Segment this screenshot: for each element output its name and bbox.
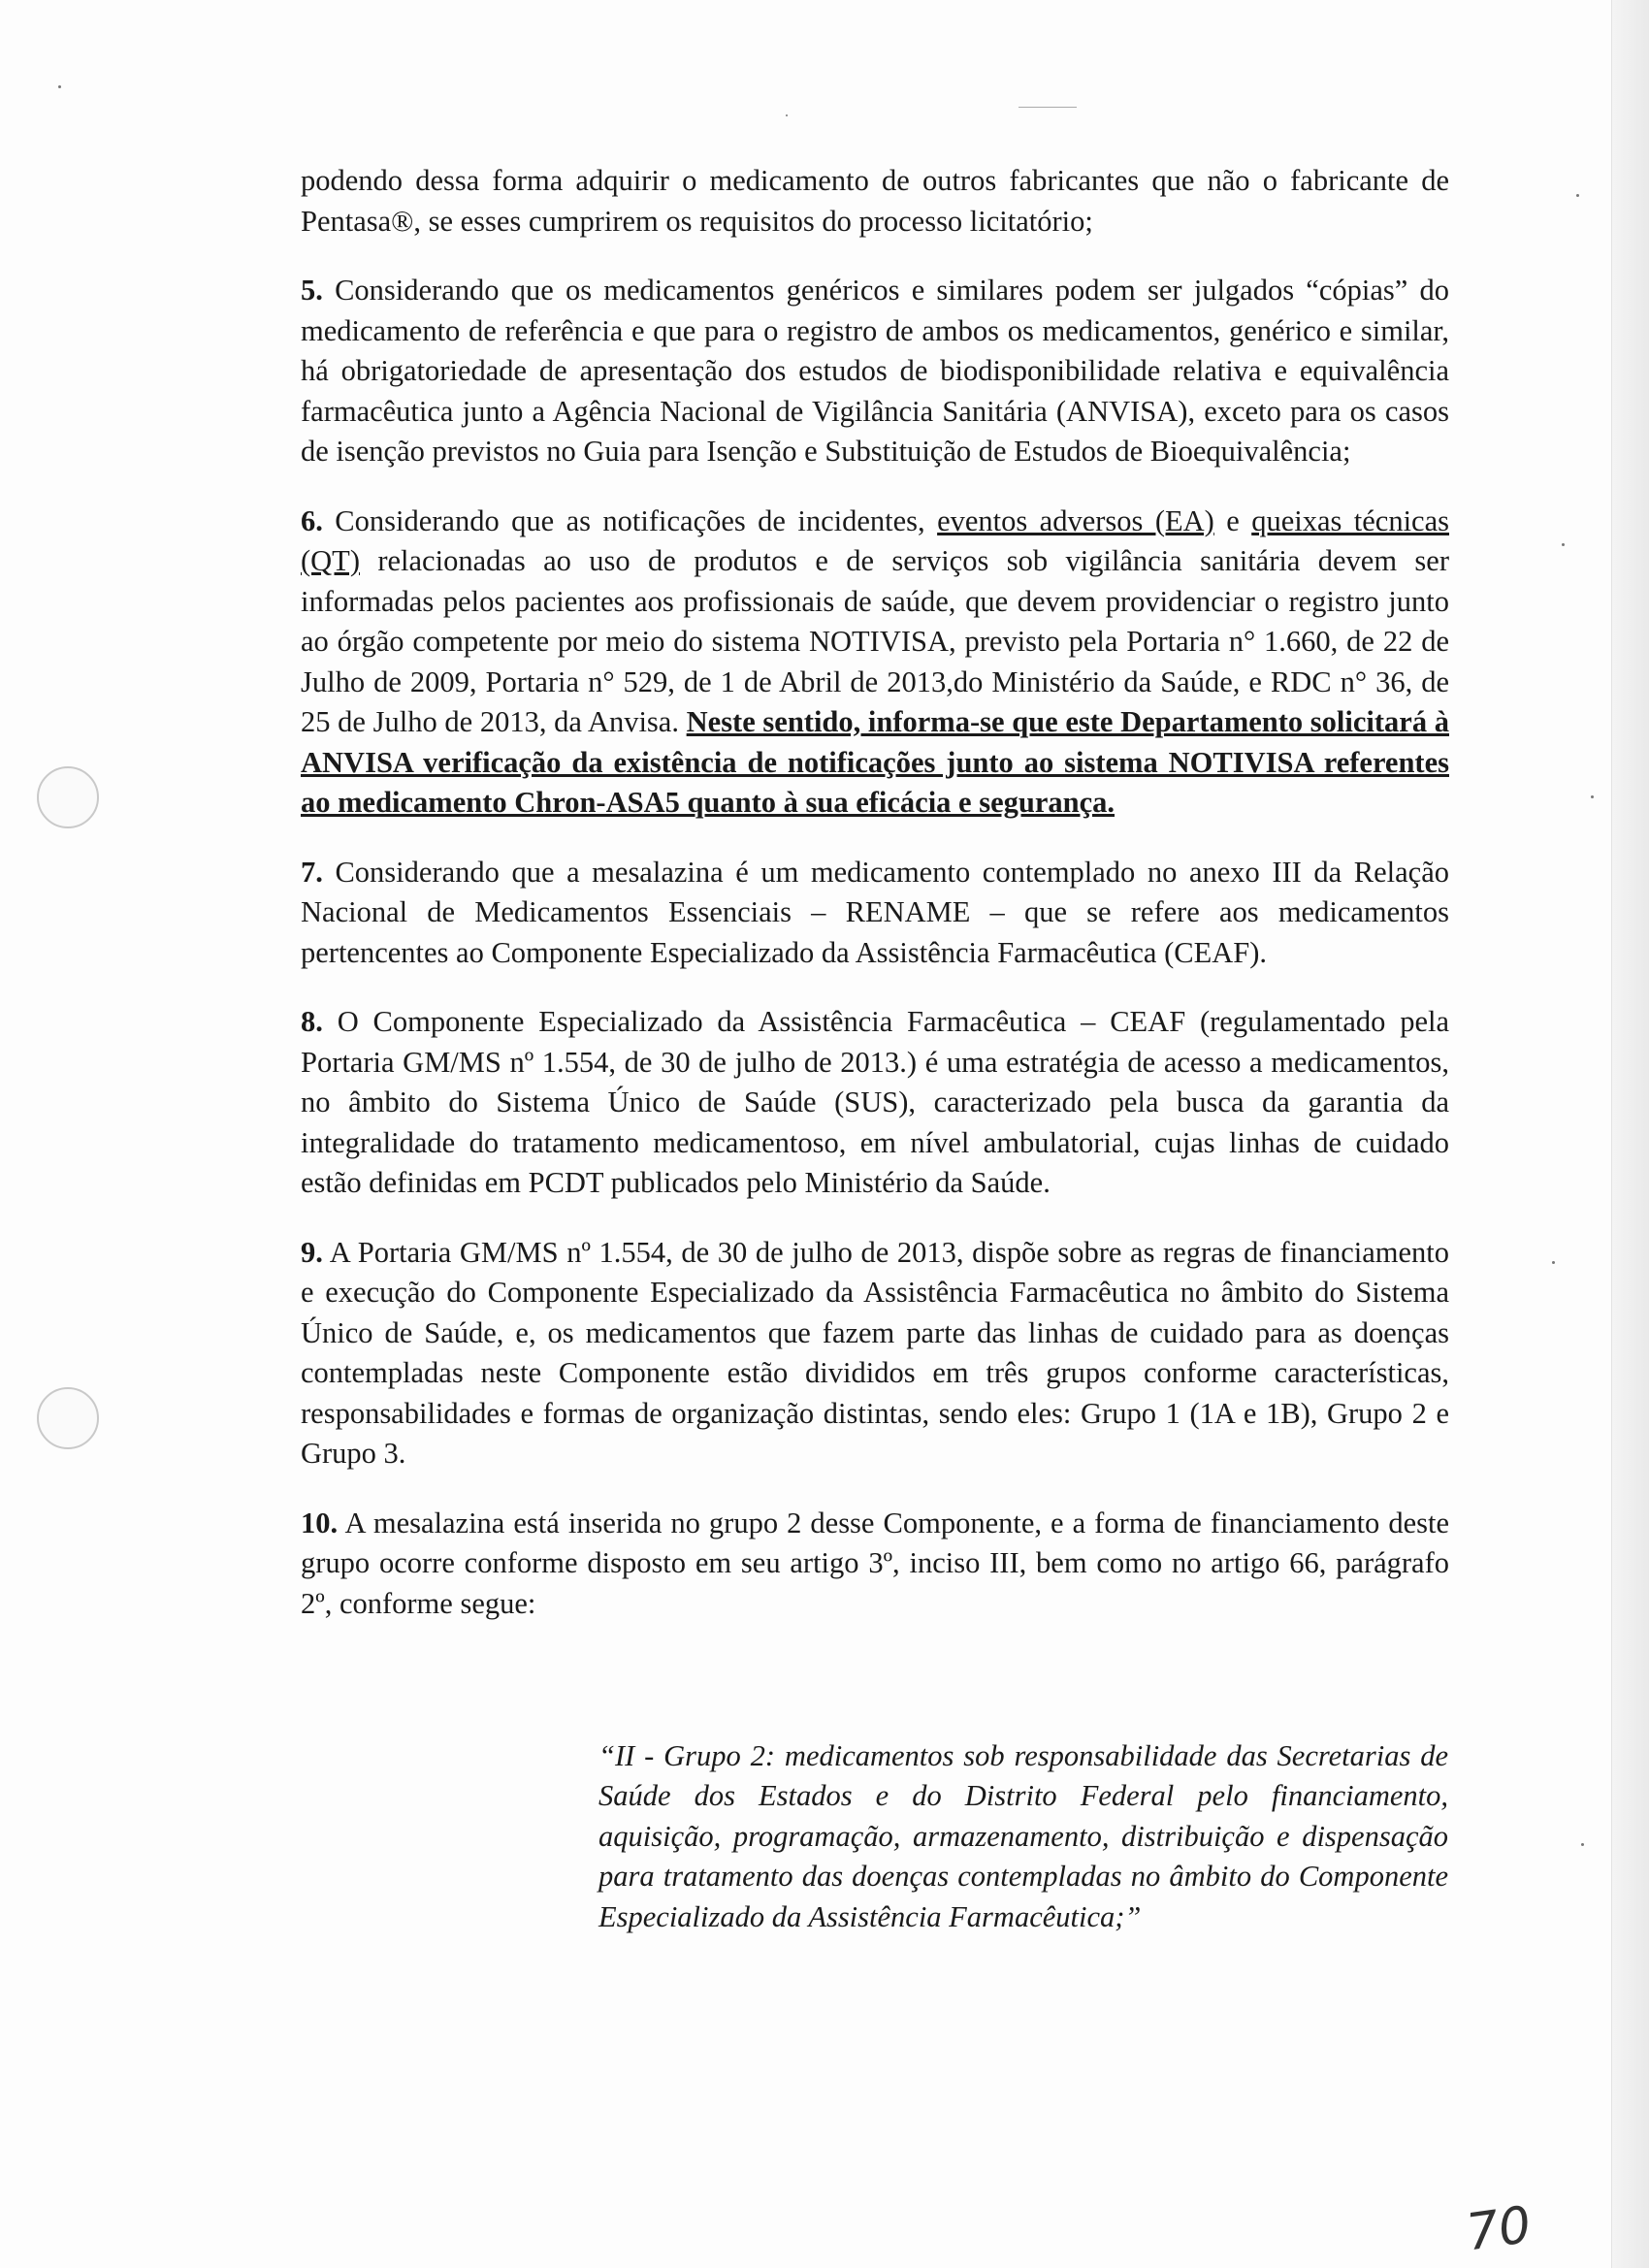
scan-speck: [786, 114, 788, 116]
link-eventos-adversos[interactable]: eventos adversos (EA): [937, 503, 1214, 537]
emphasis-statement: Neste sentido, informa-se que este Departamento solicitará à ANVISA verificação da existência de notificações junto ao sistema NOTIVISA referentes ao medicamento Chron-ASA5 quanto à sua eficácia e segurança.: [301, 705, 1449, 819]
legal-quotation: “II - Grupo 2: medicamentos sob responsabilidade das Secretarias de Saúde dos Estados e do Distrito Federal pelo financiamento, aquisição, programação, armazenamento, distribuição e dispensação para tratamento das doenças contempladas no âmbito do Componente Especializado da Assistência Farmacêutica;”: [598, 1738, 1448, 1933]
paragraph-text: O Componente Especializado da Assistência Farmacêutica – CEAF (regulamentado pela Portaria GM/MS nº 1.554, de 30 de julho de 2013.) é uma estratégia de acesso a medicamentos, no âmbito do Sistema Único de Saúde (SUS), caracterizado pela busca da garantia da integralidade do tratamento medicamentoso, em nível ambulatorial, cujas linhas de cuidado estão definidas em PCDT publicados pelo Ministério da Saúde.: [301, 1005, 1449, 1199]
scan-speck: [1581, 1843, 1584, 1846]
page-edge-shadow: [1611, 0, 1649, 2268]
link-queixas-tecnicas[interactable]: queixas técnicas (QT): [301, 503, 1449, 577]
paragraph-5: [301, 271, 1449, 472]
paragraph-number: 6.: [301, 503, 323, 537]
scan-speck: [1591, 795, 1594, 798]
paragraph-text: e: [1213, 503, 1252, 537]
scan-speck: [58, 85, 61, 88]
scan-speck: [1552, 1261, 1555, 1264]
paragraph-10: [301, 1504, 1449, 1625]
paragraph-text: A Portaria GM/MS nº 1.554, de 30 de julho de 2013, dispõe sobre as regras de financiamento e execução do Componente Especializado da Assistência Farmacêutica no âmbito do Sistema Único de Saúde, e, os medicamentos que fazem parte das linhas de cuidado para as doenças contempladas neste Componente estão divididos em três grupos conforme características, responsabilidades e formas de organização distintas, sendo eles: Grupo 1 (1A e 1B), Grupo 2 e Grupo 3.: [301, 1235, 1449, 1470]
paragraph-8: [301, 1002, 1449, 1204]
paragraph-number: 9.: [301, 1235, 323, 1269]
paragraph-number: 7.: [301, 855, 323, 889]
handwritten-page-number: 70: [1463, 2195, 1536, 2263]
paragraph-number: 10.: [301, 1506, 339, 1539]
punch-hole: [37, 1387, 99, 1449]
paragraph-text: Considerando que as notificações de incidentes,: [322, 503, 938, 537]
scan-speck: [1562, 543, 1565, 546]
document-body: [301, 161, 1449, 1653]
paragraph-text: A mesalazina está inserida no grupo 2 desse Componente, e a forma de financiamento deste grupo ocorre conforme disposto em seu artigo 3º, inciso III, bem como no artigo 66, parágrafo 2º, conforme segue:: [301, 1506, 1449, 1620]
paragraph-9: [301, 1233, 1449, 1474]
paragraph-number: 5.: [301, 274, 323, 307]
paragraph-text: Considerando que os medicamentos genéricos e similares podem ser julgados “cópias” do medicamento de referência e que para o registro de ambos os medicamentos, genérico e similar, há obrigatoriedade de apresentação dos estudos de biodisponibilidade relativa e equivalência farmacêutica junto a Agência Nacional de Vigilância Sanitária (ANVISA), exceto para os casos de isenção previstos no Guia para Isenção e Substituição de Estudos de Bioequivalência;: [301, 274, 1449, 468]
paragraph-6: [301, 502, 1449, 824]
paragraph-text: Considerando que a mesalazina é um medicamento contemplado no anexo III da Relação Nacional de Medicamentos Essenciais – RENAME – que se refere aos medicamentos pertencentes ao Componente Especializado da Assistência Farmacêutica (CEAF).: [301, 855, 1449, 969]
paragraph-number: 8.: [301, 1005, 323, 1038]
scan-speck: [1576, 194, 1579, 197]
paragraph-7: [301, 853, 1449, 974]
punch-hole: [37, 766, 99, 828]
scan-speck: [1018, 107, 1077, 108]
paragraph-text: relacionadas ao uso de produtos e de serviços sob vigilância sanitária devem ser informadas pelos pacientes aos profissionais de saúde, que devem providenciar o registro junto ao órgão competente por meio do sistema NOTIVISA, previsto pela Portaria n° 1.660, de 22 de Julho de 2009, Portaria n° 529, de 1 de Abril de 2013,do Ministério da Saúde, e RDC n° 36, de 25 de Julho de 2013, da Anvisa.: [301, 544, 1449, 738]
paragraph-continuation: podendo dessa forma adquirir o medicamento de outros fabricantes que não o fabricante de Pentasa®, se esses cumprirem os requisitos do processo licitatório;: [301, 164, 1449, 238]
